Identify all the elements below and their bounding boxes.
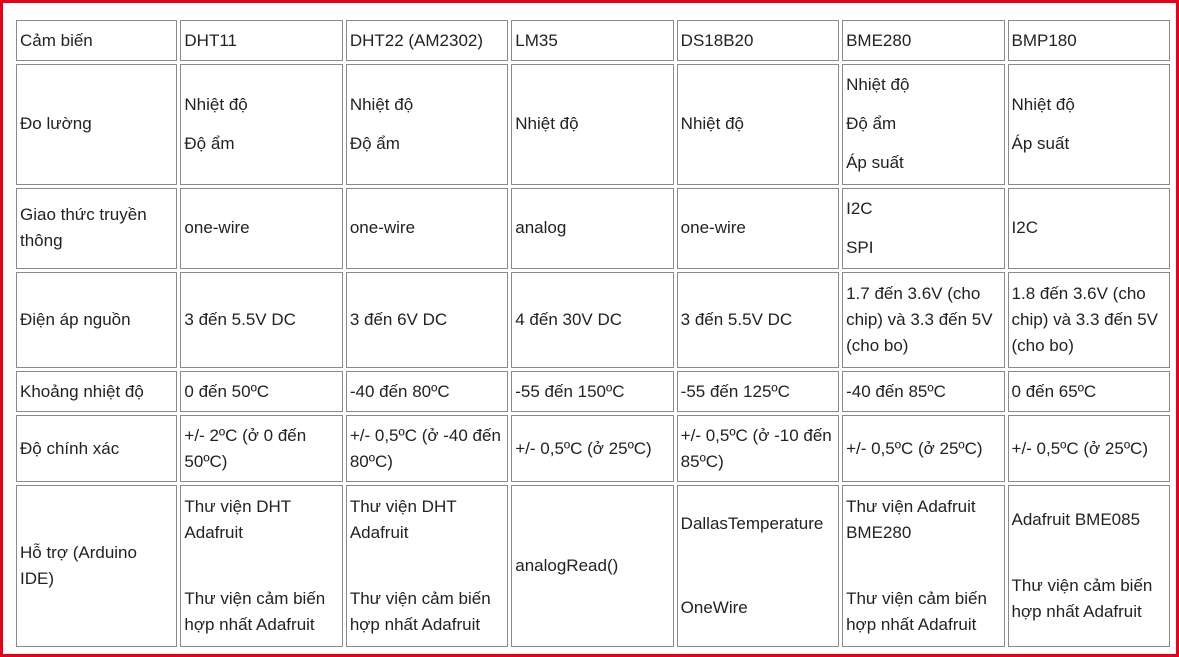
cell-text: 4 đến 30V DC (515, 310, 623, 330)
cell-line: Nhiệt độ (349, 94, 414, 114)
cell-text: 3 đến 6V DC (349, 310, 448, 330)
header-cell-dht22 (346, 20, 508, 61)
table-row-accuracy (16, 415, 1170, 483)
header-cell-lm35 (511, 20, 673, 61)
table-cell (180, 415, 342, 483)
table-cell (842, 371, 1004, 411)
cell-line: Thư viện Adafruit BME280 (846, 497, 976, 543)
cell-text: +/- 2ºC (ở 0 đến 50ºC) (184, 425, 307, 471)
cell-line: Thư viện cảm biến hợp nhất Adafruit (1011, 576, 1153, 622)
table-row-temp-range (16, 371, 1170, 411)
cell-line: I2C (846, 198, 873, 218)
cell-text: +/- 0,5ºC (ở 25ºC) (846, 438, 983, 458)
table-cell (180, 272, 342, 368)
table-cell (346, 485, 508, 647)
table-cell (346, 415, 508, 483)
cell-line: Thư viện cảm biến hợp nhất Adafruit (349, 589, 491, 635)
cell-line: Adafruit BME085 (1011, 510, 1141, 530)
table-cell (842, 188, 1004, 270)
table-row-voltage (16, 272, 1170, 368)
row-label-cell (16, 272, 177, 368)
table-cell (346, 188, 508, 270)
cell-text: -40 đến 80ºC (349, 381, 450, 401)
table-cell (1008, 371, 1170, 411)
row-label: Hỗ trợ (Arduino IDE) (20, 543, 137, 589)
table-cell (511, 272, 673, 368)
row-label-cell (16, 188, 177, 270)
cell-text: 3 đến 5.5V DC (680, 310, 793, 330)
cell-text: +/- 0,5ºC (ở -40 đến 80ºC) (349, 425, 501, 471)
row-label-cell (16, 64, 177, 184)
header-text: DHT22 (AM2302) (349, 30, 484, 50)
cell-text: -40 đến 85ºC (846, 381, 946, 401)
cell-text: +/- 0,5ºC (ở 25ºC) (515, 438, 652, 458)
table-cell (677, 485, 839, 647)
table-cell (1008, 415, 1170, 483)
header-cell-dht11 (180, 20, 342, 61)
cell-line: Nhiệt độ (680, 114, 744, 134)
table-cell (677, 272, 839, 368)
header-text: BMP180 (1011, 30, 1077, 50)
cell-line: I2C (1011, 218, 1038, 238)
cell-line: one-wire (680, 218, 746, 238)
cell-line: Độ ẩm (184, 133, 235, 153)
cell-line: one-wire (349, 218, 416, 238)
table-cell (842, 415, 1004, 483)
table-cell (1008, 64, 1170, 184)
table-cell (511, 64, 673, 184)
table-cell (180, 188, 342, 270)
header-cell-ds18b20 (677, 20, 839, 61)
header-text: DHT11 (184, 30, 237, 50)
row-label: Khoảng nhiệt độ (20, 381, 144, 401)
table-row-protocol (16, 188, 1170, 270)
cell-line: Nhiệt độ (515, 114, 579, 134)
row-label: Điện áp nguồn (20, 310, 131, 330)
cell-text: -55 đến 150ºC (515, 381, 625, 401)
table-cell (346, 272, 508, 368)
cell-text: -55 đến 125ºC (680, 381, 790, 401)
table-row-support (16, 485, 1170, 647)
table-cell (180, 371, 342, 411)
cell-line: analog (515, 218, 567, 238)
table-cell (1008, 188, 1170, 270)
cell-line: Áp suất (1011, 133, 1070, 153)
row-label: Đo lường (20, 114, 92, 134)
cell-line: OneWire (680, 598, 748, 618)
table-cell (842, 64, 1004, 184)
table-cell (1008, 485, 1170, 647)
table-cell (677, 64, 839, 184)
table-cell (677, 188, 839, 270)
table-row-measure (16, 64, 1170, 184)
cell-line: Thư viện cảm biến hợp nhất Adafruit (846, 589, 987, 635)
table-cell (346, 64, 508, 184)
cell-text: 1.8 đến 3.6V (cho chip) và 3.3 đến 5V (cho bo) (1011, 284, 1158, 356)
header-cell-label (16, 20, 177, 61)
cell-line: Thư viện cảm biến hợp nhất Adafruit (184, 589, 326, 635)
table-row-header (16, 20, 1170, 61)
cell-line: one-wire (184, 218, 250, 238)
row-label-cell (16, 415, 177, 483)
header-text: DS18B20 (680, 30, 754, 50)
cell-line: Thư viện DHT Adafruit (349, 497, 457, 543)
table-cell (511, 485, 673, 647)
cell-line: Nhiệt độ (184, 94, 248, 114)
table-cell (511, 371, 673, 411)
cell-text: 0 đến 65ºC (1011, 381, 1097, 401)
cell-line: DallasTemperature (680, 514, 824, 534)
row-label-cell (16, 485, 177, 647)
table-cell (842, 485, 1004, 647)
cell-line: SPI (846, 237, 874, 257)
header-label-text: Cảm biến (20, 30, 93, 50)
cell-line: Độ ẩm (846, 114, 897, 134)
header-cell-bmp180 (1008, 20, 1170, 61)
cell-line: Nhiệt độ (846, 75, 910, 95)
cell-line: Độ ẩm (349, 133, 400, 153)
cell-text: +/- 0,5ºC (ở -10 đến 85ºC) (680, 425, 832, 471)
table-cell (1008, 272, 1170, 368)
cell-line: Áp suất (846, 153, 904, 173)
cell-line: analogRead() (515, 556, 619, 576)
cell-line: Thư viện DHT Adafruit (184, 497, 291, 543)
table-cell (180, 485, 342, 647)
cell-text: 0 đến 50ºC (184, 381, 270, 401)
row-label-cell (16, 371, 177, 411)
row-label: Giao thức truyền thông (20, 205, 147, 251)
cell-line: Nhiệt độ (1011, 94, 1075, 114)
table-cell (180, 64, 342, 184)
table-cell (677, 415, 839, 483)
cell-text: 3 đến 5.5V DC (184, 310, 296, 330)
header-text: LM35 (515, 30, 558, 50)
table-cell (511, 188, 673, 270)
table-cell (677, 371, 839, 411)
cell-text: 1.7 đến 3.6V (cho chip) và 3.3 đến 5V (cho bo) (846, 284, 993, 356)
header-cell-bme280 (842, 20, 1004, 61)
table-cell (842, 272, 1004, 368)
sensor-comparison-table (13, 17, 1173, 650)
table-cell (346, 371, 508, 411)
cell-text: +/- 0,5ºC (ở 25ºC) (1011, 438, 1148, 458)
table-cell (511, 415, 673, 483)
header-text: BME280 (846, 30, 912, 50)
row-label: Độ chính xác (20, 438, 120, 458)
